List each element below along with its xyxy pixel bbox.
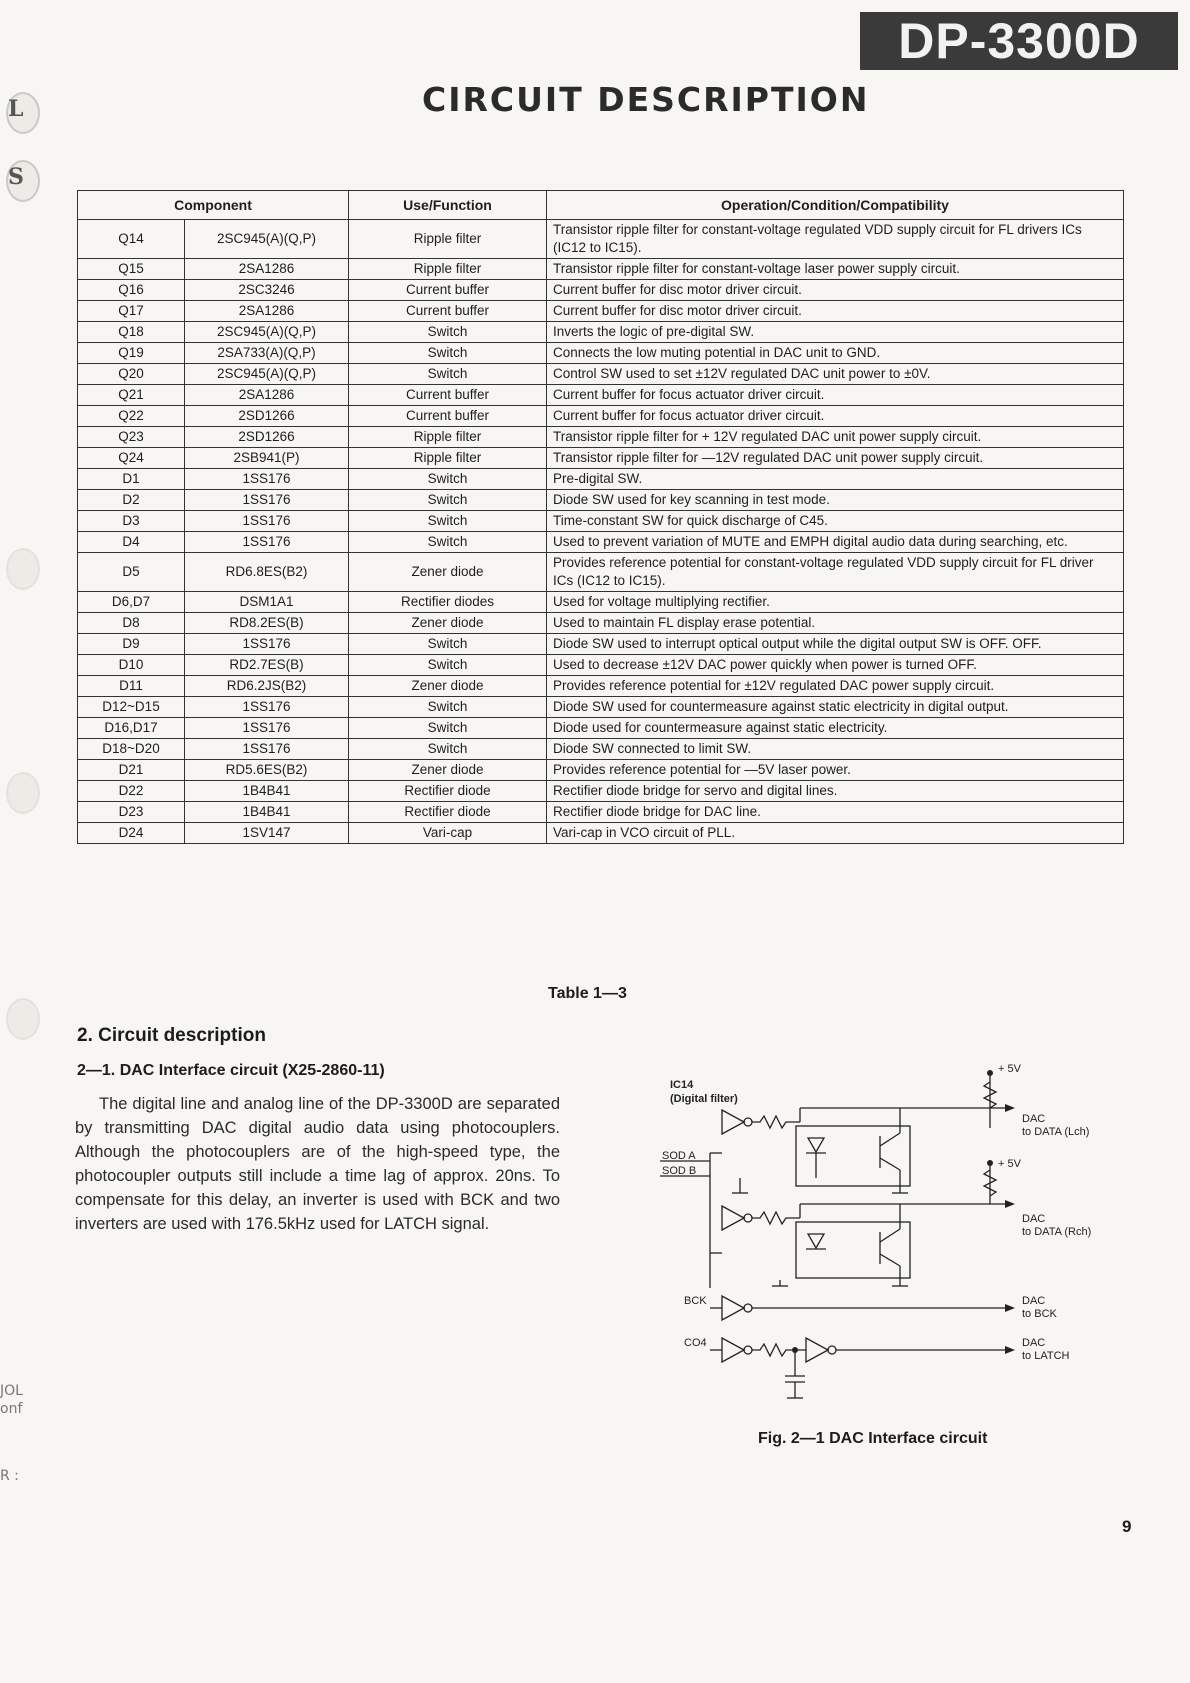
- body-paragraph: The digital line and analog line of the DP-3300D are separated by transmitting DAC digital audio data using photocouplers. Although the photocouplers are of the high-speed type, the photocoupler outputs still include a time lag of approx. 20ns. To compensate for this delay, an inverter is used with BCK and two inverters are used with 176.5kHz used for LATCH signal.: [75, 1095, 560, 1233]
- figure-caption: Fig. 2—1 DAC Interface circuit: [758, 1430, 988, 1447]
- table-row: [78, 697, 1124, 718]
- output-dac-label: DAC: [1022, 1337, 1046, 1349]
- part-number-cell: 1SS176: [185, 511, 349, 532]
- binder-hole: [6, 772, 40, 814]
- component-ref-cell: D12~D15: [78, 697, 185, 718]
- table-row: [78, 676, 1124, 697]
- part-number-cell: 2SD1266: [185, 427, 349, 448]
- component-ref-cell: D1: [78, 469, 185, 490]
- page-number: 9: [1122, 1517, 1132, 1536]
- component-ref-cell: D11: [78, 676, 185, 697]
- operation-cell: Connects the low muting potential in DAC unit to GND.: [547, 343, 1124, 364]
- operation-cell: Pre-digital SW.: [547, 469, 1124, 490]
- table-row: [78, 511, 1124, 532]
- operation-cell: Diode SW used to interrupt optical output while the digital output SW is OFF. OFF.: [547, 634, 1124, 655]
- binder-hole: [6, 998, 40, 1040]
- use-function-cell: Switch: [349, 322, 547, 343]
- use-function-cell: Zener diode: [349, 676, 547, 697]
- use-function-cell: Current buffer: [349, 406, 547, 427]
- use-function-cell: Zener diode: [349, 760, 547, 781]
- use-function-cell: Ripple filter: [349, 259, 547, 280]
- table-row: [78, 427, 1124, 448]
- part-number-cell: DSM1A1: [185, 592, 349, 613]
- edge-text: onf: [0, 1401, 23, 1417]
- table-row: [78, 760, 1124, 781]
- ic-sublabel: (Digital filter): [670, 1093, 738, 1105]
- component-ref-cell: D5: [78, 553, 185, 592]
- use-function-cell: Current buffer: [349, 301, 547, 322]
- part-number-cell: 2SA1286: [185, 385, 349, 406]
- component-ref-cell: Q17: [78, 301, 185, 322]
- edge-text: JOL: [0, 1383, 23, 1399]
- component-ref-cell: D22: [78, 781, 185, 802]
- part-number-cell: 2SD1266: [185, 406, 349, 427]
- operation-cell: Current buffer for focus actuator driver circuit.: [547, 406, 1124, 427]
- ic-label: IC14: [670, 1079, 694, 1091]
- component-ref-cell: D23: [78, 802, 185, 823]
- component-ref-cell: D3: [78, 511, 185, 532]
- component-ref-cell: Q24: [78, 448, 185, 469]
- component-ref-cell: Q21: [78, 385, 185, 406]
- table-row: [78, 259, 1124, 280]
- part-number-cell: 2SA1286: [185, 259, 349, 280]
- part-number-cell: RD5.6ES(B2): [185, 760, 349, 781]
- edge-text: R :: [0, 1468, 19, 1484]
- margin-letter: L: [8, 96, 24, 122]
- operation-cell: Provides reference potential for constant-voltage regulated VDD supply circuit for FL driver ICs (IC12 to IC15).: [547, 553, 1124, 592]
- use-function-cell: Switch: [349, 718, 547, 739]
- part-number-cell: RD8.2ES(B): [185, 613, 349, 634]
- use-function-cell: Switch: [349, 634, 547, 655]
- use-function-cell: Current buffer: [349, 385, 547, 406]
- component-ref-cell: Q20: [78, 364, 185, 385]
- part-number-cell: 1SS176: [185, 739, 349, 760]
- use-function-cell: Switch: [349, 490, 547, 511]
- operation-cell: Current buffer for disc motor driver circuit.: [547, 280, 1124, 301]
- part-number-cell: 1B4B41: [185, 802, 349, 823]
- component-ref-cell: D9: [78, 634, 185, 655]
- table-row: [78, 364, 1124, 385]
- input-label-sod-b: SOD B: [662, 1165, 697, 1177]
- table-row: [78, 739, 1124, 760]
- table-row: [78, 532, 1124, 553]
- section-heading: 2. Circuit description: [77, 1025, 266, 1046]
- operation-cell: Current buffer for disc motor driver circuit.: [547, 301, 1124, 322]
- table-row: [78, 343, 1124, 364]
- output-label-data-lch: to DATA (Lch): [1022, 1126, 1090, 1138]
- part-number-cell: 1SS176: [185, 532, 349, 553]
- table-row: [78, 220, 1124, 259]
- operation-cell: Time-constant SW for quick discharge of C45.: [547, 511, 1124, 532]
- operation-cell: Vari-cap in VCO circuit of PLL.: [547, 823, 1124, 844]
- table-row: [78, 634, 1124, 655]
- use-function-cell: Switch: [349, 511, 547, 532]
- component-ref-cell: D24: [78, 823, 185, 844]
- use-function-cell: Switch: [349, 532, 547, 553]
- supply-label: + 5V: [998, 1158, 1021, 1170]
- part-number-cell: 1SV147: [185, 823, 349, 844]
- table-row: [78, 385, 1124, 406]
- supply-label: + 5V: [998, 1063, 1021, 1075]
- part-number-cell: 2SB941(P): [185, 448, 349, 469]
- component-ref-cell: D18~D20: [78, 739, 185, 760]
- subsection-heading: 2—1. DAC Interface circuit (X25-2860-11): [77, 1062, 385, 1079]
- use-function-cell: Ripple filter: [349, 427, 547, 448]
- table-row: [78, 490, 1124, 511]
- operation-cell: Diode SW used for key scanning in test mode.: [547, 490, 1124, 511]
- component-ref-cell: Q23: [78, 427, 185, 448]
- dac-interface-circuit-diagram: [660, 1058, 1120, 1418]
- operation-cell: Used to prevent variation of MUTE and EMPH digital audio data during searching, etc.: [547, 532, 1124, 553]
- part-number-cell: 2SA733(A)(Q,P): [185, 343, 349, 364]
- part-number-cell: 1SS176: [185, 469, 349, 490]
- operation-cell: Provides reference potential for ±12V regulated DAC power supply circuit.: [547, 676, 1124, 697]
- part-number-cell: 2SC945(A)(Q,P): [185, 322, 349, 343]
- use-function-cell: Zener diode: [349, 613, 547, 634]
- operation-cell: Used to maintain FL display erase potential.: [547, 613, 1124, 634]
- table-row: [78, 553, 1124, 592]
- part-number-cell: 1SS176: [185, 634, 349, 655]
- part-number-cell: 2SA1286: [185, 301, 349, 322]
- use-function-cell: Vari-cap: [349, 823, 547, 844]
- operation-cell: Used for voltage multiplying rectifier.: [547, 592, 1124, 613]
- table-row: [78, 655, 1124, 676]
- table-row: [78, 280, 1124, 301]
- input-label-co4: CO4: [684, 1337, 707, 1349]
- operation-cell: Current buffer for focus actuator driver circuit.: [547, 385, 1124, 406]
- use-function-cell: Rectifier diodes: [349, 592, 547, 613]
- component-table: [77, 190, 1124, 844]
- use-function-cell: Switch: [349, 364, 547, 385]
- component-ref-cell: D6,D7: [78, 592, 185, 613]
- table-row: [78, 448, 1124, 469]
- output-dac-label: DAC: [1022, 1113, 1046, 1125]
- component-ref-cell: Q19: [78, 343, 185, 364]
- table-row: [78, 781, 1124, 802]
- table-header-row: [78, 191, 1124, 220]
- part-number-cell: 2SC945(A)(Q,P): [185, 364, 349, 385]
- table-body: [78, 220, 1124, 844]
- part-number-cell: 1SS176: [185, 490, 349, 511]
- operation-cell: Rectifier diode bridge for DAC line.: [547, 802, 1124, 823]
- operation-cell: Diode SW connected to limit SW.: [547, 739, 1124, 760]
- use-function-cell: Ripple filter: [349, 220, 547, 259]
- output-dac-label: DAC: [1022, 1295, 1046, 1307]
- operation-cell: Control SW used to set ±12V regulated DAC unit power to ±0V.: [547, 364, 1124, 385]
- table-row: [78, 823, 1124, 844]
- part-number-cell: 1B4B41: [185, 781, 349, 802]
- part-number-cell: 1SS176: [185, 718, 349, 739]
- use-function-cell: Current buffer: [349, 280, 547, 301]
- table-row: [78, 613, 1124, 634]
- part-number-cell: RD6.8ES(B2): [185, 553, 349, 592]
- header-use-function: Use/Function: [349, 191, 547, 220]
- component-ref-cell: Q15: [78, 259, 185, 280]
- part-number-cell: 2SC945(A)(Q,P): [185, 220, 349, 259]
- use-function-cell: Switch: [349, 469, 547, 490]
- component-ref-cell: D21: [78, 760, 185, 781]
- component-ref-cell: Q18: [78, 322, 185, 343]
- model-badge: DP-3300D: [860, 12, 1178, 70]
- component-ref-cell: D4: [78, 532, 185, 553]
- output-dac-label: DAC: [1022, 1213, 1046, 1225]
- use-function-cell: Zener diode: [349, 553, 547, 592]
- operation-cell: Transistor ripple filter for —12V regulated DAC unit power supply circuit.: [547, 448, 1124, 469]
- component-ref-cell: D16,D17: [78, 718, 185, 739]
- component-ref-cell: Q16: [78, 280, 185, 301]
- table-caption: Table 1—3: [548, 985, 627, 1002]
- component-ref-cell: D2: [78, 490, 185, 511]
- output-label-bck: to BCK: [1022, 1308, 1057, 1320]
- part-number-cell: RD2.7ES(B): [185, 655, 349, 676]
- table-row: [78, 469, 1124, 490]
- operation-cell: Provides reference potential for —5V laser power.: [547, 760, 1124, 781]
- component-ref-cell: Q14: [78, 220, 185, 259]
- use-function-cell: Ripple filter: [349, 448, 547, 469]
- use-function-cell: Switch: [349, 343, 547, 364]
- input-label-bck: BCK: [684, 1295, 707, 1307]
- use-function-cell: Rectifier diode: [349, 781, 547, 802]
- use-function-cell: Switch: [349, 739, 547, 760]
- use-function-cell: Switch: [349, 655, 547, 676]
- table-row: [78, 322, 1124, 343]
- operation-cell: Diode used for countermeasure against static electricity.: [547, 718, 1124, 739]
- part-number-cell: RD6.2JS(B2): [185, 676, 349, 697]
- part-number-cell: 2SC3246: [185, 280, 349, 301]
- use-function-cell: Rectifier diode: [349, 802, 547, 823]
- table-row: [78, 406, 1124, 427]
- use-function-cell: Switch: [349, 697, 547, 718]
- operation-cell: Transistor ripple filter for constant-voltage laser power supply circuit.: [547, 259, 1124, 280]
- component-ref-cell: Q22: [78, 406, 185, 427]
- binder-hole: [6, 548, 40, 590]
- part-number-cell: 1SS176: [185, 697, 349, 718]
- operation-cell: Inverts the logic of pre-digital SW.: [547, 322, 1124, 343]
- operation-cell: Rectifier diode bridge for servo and digital lines.: [547, 781, 1124, 802]
- operation-cell: Diode SW used for countermeasure against static electricity in digital output.: [547, 697, 1124, 718]
- output-label-latch: to LATCH: [1022, 1350, 1070, 1362]
- table-row: [78, 718, 1124, 739]
- input-label-sod-a: SOD A: [662, 1150, 696, 1162]
- table-row: [78, 592, 1124, 613]
- margin-letter: S: [8, 164, 24, 190]
- operation-cell: Transistor ripple filter for constant-voltage regulated VDD supply circuit for FL drivers ICs (IC12 to IC15).: [547, 220, 1124, 259]
- header-operation: Operation/Condition/Compatibility: [547, 191, 1124, 220]
- operation-cell: Used to decrease ±12V DAC power quickly when power is turned OFF.: [547, 655, 1124, 676]
- table-row: [78, 802, 1124, 823]
- component-ref-cell: D8: [78, 613, 185, 634]
- header-component: Component: [78, 191, 349, 220]
- output-label-data-rch: to DATA (Rch): [1022, 1226, 1092, 1238]
- component-ref-cell: D10: [78, 655, 185, 676]
- operation-cell: Transistor ripple filter for + 12V regulated DAC unit power supply circuit.: [547, 427, 1124, 448]
- page-title: CIRCUIT DESCRIPTION: [422, 80, 870, 119]
- table-row: [78, 301, 1124, 322]
